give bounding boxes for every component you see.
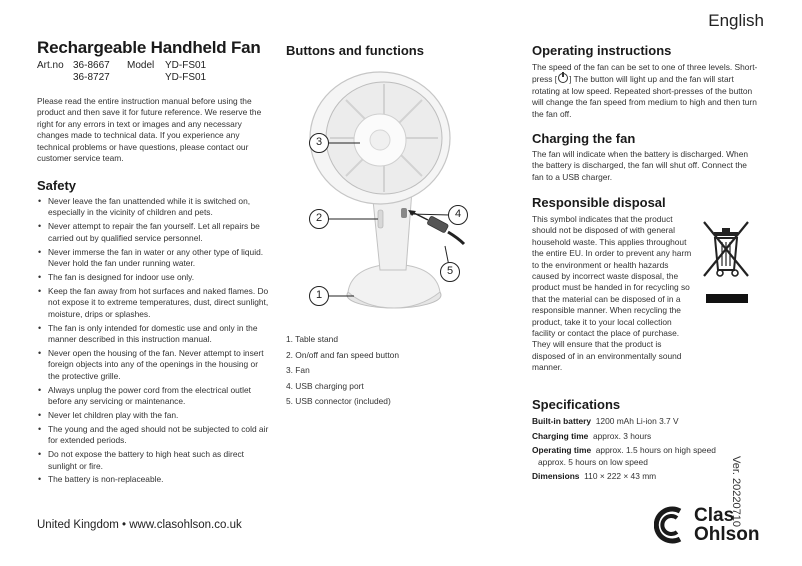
brand-logo	[654, 505, 759, 545]
safety-heading: Safety	[37, 178, 77, 193]
safety-item: • Never immerse the fan in water or any other type of liquid. Never hold the fan under running water.	[38, 247, 270, 270]
operating-text-a: The speed of the fan can be set to one of three levels. Short-press [	[532, 62, 758, 85]
weee-bin-icon	[700, 218, 754, 306]
disposal-heading: Responsible disposal	[532, 195, 666, 210]
artno-label: Art.no	[37, 60, 64, 71]
usb-connector-graphic	[427, 216, 449, 233]
power-icon	[558, 73, 568, 83]
safety-item: • The battery is non-replaceable.	[38, 474, 270, 485]
artno-1: 36-8667	[73, 60, 110, 71]
spec-value: 1200 mAh Li-ion 3.7 V	[595, 416, 679, 426]
operating-heading: Operating instructions	[532, 43, 672, 58]
safety-item: • The fan is only intended for domestic use and only in the manner described in this instruction manual.	[38, 323, 270, 346]
language-label: English	[708, 11, 764, 30]
safety-item: • Never attempt to repair the fan yourself. Let all repairs be carried out by qualified service personnel.	[38, 221, 270, 244]
safety-item: • Never let children play with the fan.	[38, 410, 270, 421]
disposal-text: This symbol indicates that the product should not be disposed of with general household waste. This applies throughout the entire EU. In order to prevent any harm to the environment or health hazards caused by incorrect waste disposal, the product must be handed in for recycling so that the material can be disposed of in a responsible manner. When recycling the product, take it to your local collection facility or contact the place of purchase. They will ensure that the product is disposed of in an environmentally sound manner.	[532, 214, 692, 373]
brand-logo-icon	[654, 505, 688, 545]
spec-value: approx. 5 hours on low speed	[538, 456, 648, 467]
safety-item: • Do not expose the battery to high heat such as direct sunlight or fire.	[38, 449, 270, 472]
model-2: YD-FS01	[165, 72, 207, 83]
spec-label: Operating time	[532, 445, 592, 455]
callout-4: 4	[448, 205, 468, 225]
safety-item: • Always unplug the power cord from the electrical outlet before any servicing or maintenance.	[38, 385, 270, 408]
spec-label: Dimensions	[532, 471, 580, 481]
usb-cable	[448, 232, 464, 244]
safety-item: • Never open the housing of the fan. Never attempt to insert foreign objects into any of the openings in the housing or the protective grille.	[38, 348, 270, 382]
spec-label: Built-in battery	[532, 416, 592, 426]
version-label: Ver. 20220710	[730, 456, 742, 527]
safety-list	[38, 196, 270, 488]
spec-charging	[532, 431, 764, 443]
spec-battery	[532, 416, 764, 428]
parts-item: 5. USB connector (included)	[286, 396, 391, 406]
safety-item: • Never leave the fan unattended while it is switched on, especially in the vicinity of children and pets.	[38, 196, 270, 219]
safety-item: • The fan is designed for indoor use only.	[38, 272, 270, 283]
model-label: Model	[127, 60, 155, 71]
spec-value: 110 × 222 × 43 mm	[584, 471, 657, 481]
footer-region: United Kingdom • www.clasohlson.co.uk	[37, 519, 242, 531]
power-button-graphic	[378, 210, 383, 228]
artno-2: 36-8727	[73, 72, 110, 83]
fan-hub-center	[370, 130, 390, 150]
fan-illustration	[300, 70, 520, 330]
operating-text	[532, 62, 760, 120]
parts-list	[286, 332, 399, 410]
buttons-heading: Buttons and functions	[286, 43, 424, 58]
callout-3: 3	[309, 133, 329, 153]
callout-1: 1	[309, 286, 329, 306]
spec-value: approx. 3 hours	[592, 430, 652, 441]
brand-name-line2: Ohlson	[694, 524, 760, 545]
spec-label: Charging time	[532, 430, 589, 441]
parts-item: 3. Fan	[286, 365, 310, 375]
usb-arrow	[412, 212, 428, 220]
usb-port-graphic	[401, 208, 407, 218]
parts-item: 2. On/off and fan speed button	[286, 349, 399, 360]
product-title: Rechargeable Handheld Fan	[37, 38, 261, 57]
spec-value: approx. 1.5 hours on high speed	[595, 445, 716, 455]
intro-text: Please read the entire instruction manual before using the product and then save it for future reference. We reserve the right for any errors in text or images and any necessary changes made to technical data. If you experience any technical problems or have questions, please contact our customer service team.	[37, 96, 262, 164]
brand-name-line1: Clas	[694, 505, 735, 526]
safety-item: • The young and the aged should not be subjected to cold air for extended periods.	[38, 424, 270, 447]
operating-text-b: ] The button will light up and the fan will start rotating at low speed. Repeated short-presses of the button will change the fan speed from medium to high and then turn the fan off.	[532, 74, 757, 119]
specs-heading: Specifications	[532, 397, 621, 412]
charging-text: The fan will indicate when the battery is discharged. When the battery is discharged, the fan will shut off. Connect the fan to a USB charger.	[532, 149, 749, 182]
callout-2: 2	[309, 209, 329, 229]
callout-5: 5	[440, 262, 460, 282]
charging-heading: Charging the fan	[532, 131, 636, 146]
safety-item: • Keep the fan away from hot surfaces and naked flames. Do not expose it to extreme temperatures, dust, direct sunlight, moisture, drips or splashes.	[38, 286, 270, 320]
article-number-block	[37, 60, 206, 84]
model-1: YD-FS01	[165, 60, 207, 71]
parts-item: 4. USB charging port	[286, 380, 364, 391]
parts-item: 1. Table stand	[286, 334, 338, 344]
